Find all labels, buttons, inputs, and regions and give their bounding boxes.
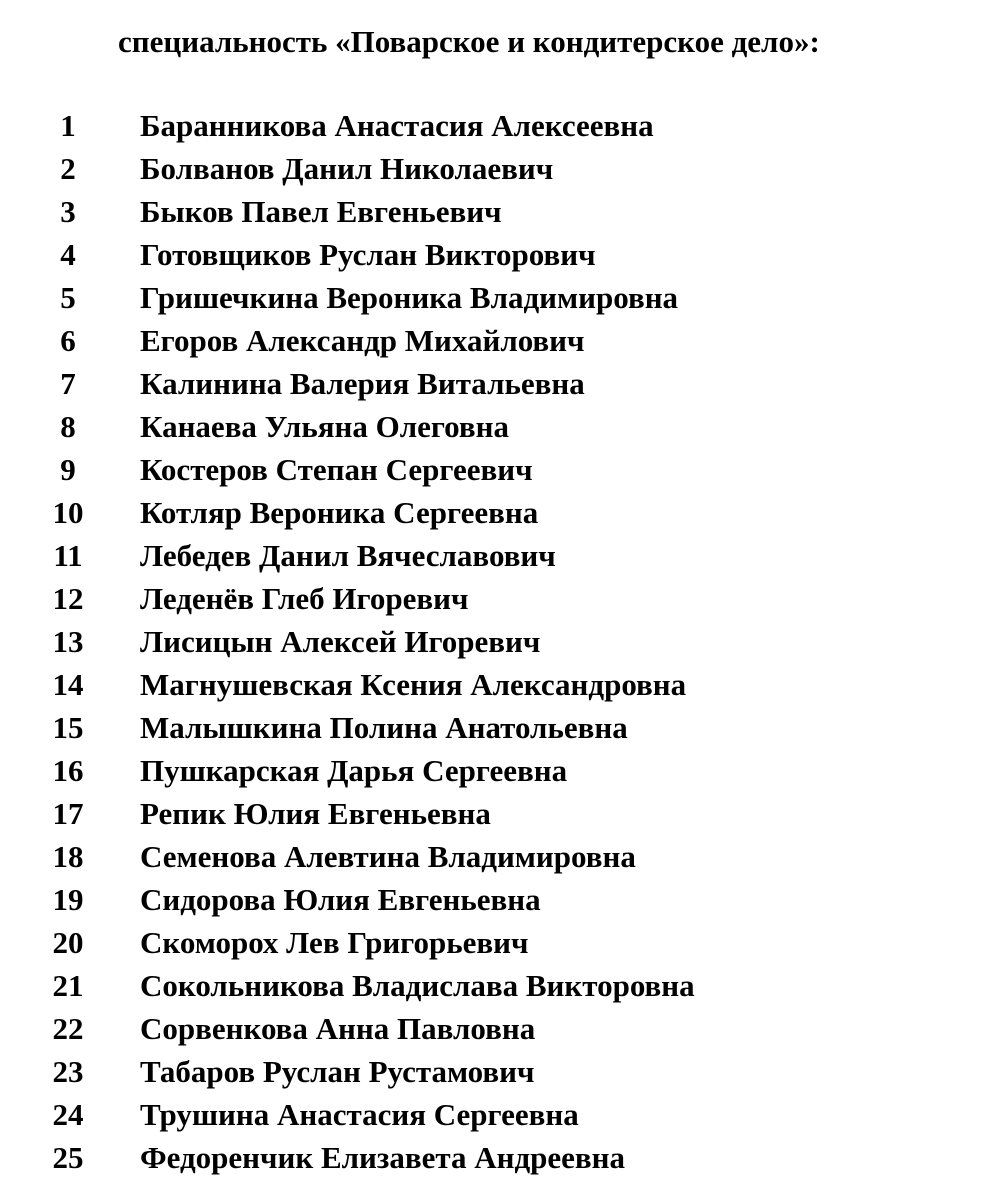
student-number: 14 — [52, 667, 84, 702]
student-name: Болванов Данил Николаевич — [140, 151, 554, 186]
student-row — [0, 1136, 991, 1179]
student-number: 5 — [60, 280, 76, 315]
student-row — [0, 448, 991, 491]
student-name: Леденёв Глеб Игоревич — [140, 581, 469, 616]
student-name: Лисицын Алексей Игоревич — [140, 624, 541, 659]
student-row — [0, 921, 991, 964]
student-name: Сокольникова Владислава Викторовна — [140, 968, 695, 1003]
student-number: 22 — [52, 1011, 84, 1046]
student-row — [0, 319, 991, 362]
student-name: Канаева Ульяна Олеговна — [140, 409, 510, 444]
student-name: Костеров Степан Сергеевич — [140, 452, 533, 487]
student-name: Сидорова Юлия Евгеньевна — [140, 882, 541, 917]
student-row — [0, 276, 991, 319]
student-row — [0, 491, 991, 534]
student-name: Егоров Александр Михайлович — [140, 323, 585, 358]
student-row — [0, 233, 991, 276]
student-row — [0, 878, 991, 921]
student-number: 20 — [52, 925, 84, 960]
student-number: 21 — [52, 968, 84, 1003]
student-number: 17 — [52, 796, 84, 831]
student-number: 15 — [52, 710, 84, 745]
student-number: 4 — [60, 237, 76, 272]
student-number: 18 — [52, 839, 84, 874]
student-row — [0, 1007, 991, 1050]
student-number: 6 — [60, 323, 76, 358]
student-name: Лебедев Данил Вячеславович — [140, 538, 556, 573]
student-number: 12 — [52, 581, 84, 616]
student-name: Репик Юлия Евгеньевна — [140, 796, 491, 831]
student-number: 13 — [52, 624, 84, 659]
student-name: Калинина Валерия Витальевна — [140, 366, 585, 401]
student-number: 23 — [52, 1054, 84, 1089]
student-name: Трушина Анастасия Сергеевна — [140, 1097, 579, 1132]
student-name: Гришечкина Вероника Владимировна — [140, 280, 679, 315]
student-name: Магнушевская Ксения Александровна — [140, 667, 687, 702]
student-number: 1 — [60, 108, 76, 143]
student-name: Котляр Вероника Сергеевна — [140, 495, 539, 530]
student-row — [0, 964, 991, 1007]
student-row — [0, 706, 991, 749]
student-name: Готовщиков Руслан Викторович — [140, 237, 596, 272]
student-name: Быков Павел Евгеньевич — [140, 194, 502, 229]
student-number: 3 — [60, 194, 76, 229]
student-number: 16 — [52, 753, 84, 788]
student-number: 8 — [60, 409, 76, 444]
student-name: Табаров Руслан Рустамович — [140, 1054, 535, 1089]
student-name: Сорвенкова Анна Павловна — [140, 1011, 536, 1046]
student-number: 2 — [60, 151, 76, 186]
student-row — [0, 577, 991, 620]
student-list — [0, 104, 991, 1179]
student-row — [0, 1093, 991, 1136]
student-number: 9 — [60, 452, 76, 487]
student-row — [0, 147, 991, 190]
student-row — [0, 190, 991, 233]
student-row — [0, 104, 991, 147]
student-number: 19 — [52, 882, 84, 917]
student-row — [0, 405, 991, 448]
student-row — [0, 835, 991, 878]
student-name: Малышкина Полина Анатольевна — [140, 710, 628, 745]
student-name: Федоренчик Елизавета Андреевна — [140, 1140, 626, 1175]
specialty-heading: специальность «Поварское и кондитерское дело»: — [118, 24, 820, 59]
student-row — [0, 749, 991, 792]
student-name: Семенова Алевтина Владимировна — [140, 839, 636, 874]
student-name: Баранникова Анастасия Алексеевна — [140, 108, 654, 143]
student-row — [0, 534, 991, 577]
student-number: 11 — [53, 538, 83, 573]
student-name: Пушкарская Дарья Сергеевна — [140, 753, 568, 788]
student-row — [0, 620, 991, 663]
student-number: 25 — [52, 1140, 84, 1175]
student-number: 7 — [60, 366, 76, 401]
student-row — [0, 663, 991, 706]
student-row — [0, 792, 991, 835]
student-row — [0, 362, 991, 405]
student-number: 10 — [52, 495, 84, 530]
student-name: Скоморох Лев Григорьевич — [140, 925, 529, 960]
student-number: 24 — [52, 1097, 84, 1132]
student-row — [0, 1050, 991, 1093]
